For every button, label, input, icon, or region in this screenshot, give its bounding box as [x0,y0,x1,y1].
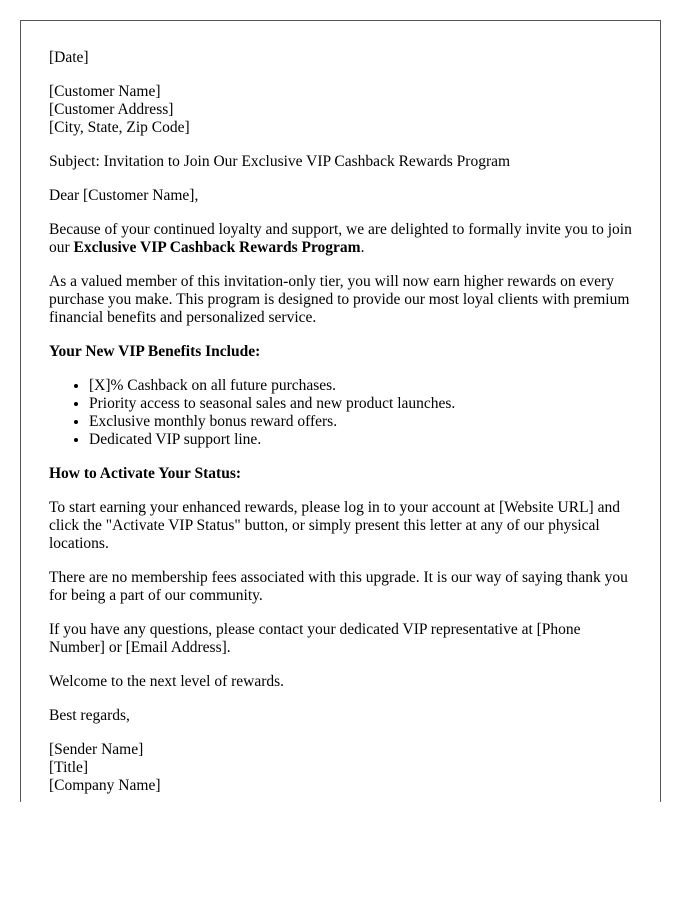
program-name: Exclusive VIP Cashback Rewards Program [73,239,361,256]
letter-subject: Subject: Invitation to Join Our Exclusive VIP Cashback Rewards Program [49,153,511,170]
member-paragraph: As a valued member of this invitation-only tier, you will now earn higher rewards on every purchase you make. This program is designed to provide our most loyal clients with premium financial benefits and personalized service. [49,273,630,326]
letter-salutation: Dear [Customer Name], [49,187,199,204]
letter-date: [Date] [49,49,89,66]
signature-block [49,741,632,795]
benefits-list [49,377,632,449]
recipient-name: [Customer Name] [49,83,161,100]
sender-company: [Company Name] [49,777,161,794]
sender-name: [Sender Name] [49,741,144,758]
benefits-heading: Your New VIP Benefits Include: [49,343,261,360]
fees-paragraph: There are no membership fees associated with this upgrade. It is our way of saying thank you for being a part of our community. [49,569,628,604]
closing-line: Best regards, [49,707,130,724]
benefit-item: • Exclusive monthly bonus reward offers. [89,413,632,431]
welcome-line: Welcome to the next level of rewards. [49,673,285,690]
benefit-item: • Dedicated VIP support line. [89,431,632,449]
contact-paragraph: If you have any questions, please contact your dedicated VIP representative at [Phone Number] or [Email Address]. [49,621,581,656]
intro-paragraph [49,221,632,257]
benefit-item: • [X]% Cashback on all future purchases. [89,377,632,395]
recipient-address: [Customer Address] [49,101,174,118]
recipient-block [49,83,632,137]
letter-page [20,20,661,802]
activate-paragraph: To start earning your enhanced rewards, please log in to your account at [Website URL] and click the "Activate VIP Status" button, or simply present this letter at any of our physical locations. [49,499,620,552]
activate-heading: How to Activate Your Status: [49,465,242,482]
benefit-item: • Priority access to seasonal sales and new product launches. [89,395,632,413]
recipient-city-state-zip: [City, State, Zip Code] [49,119,190,136]
intro-text: Because of your continued loyalty and support, we are delighted to formally invite you to join our [49,221,632,256]
intro-end: . [360,239,365,256]
sender-title: [Title] [49,759,89,776]
